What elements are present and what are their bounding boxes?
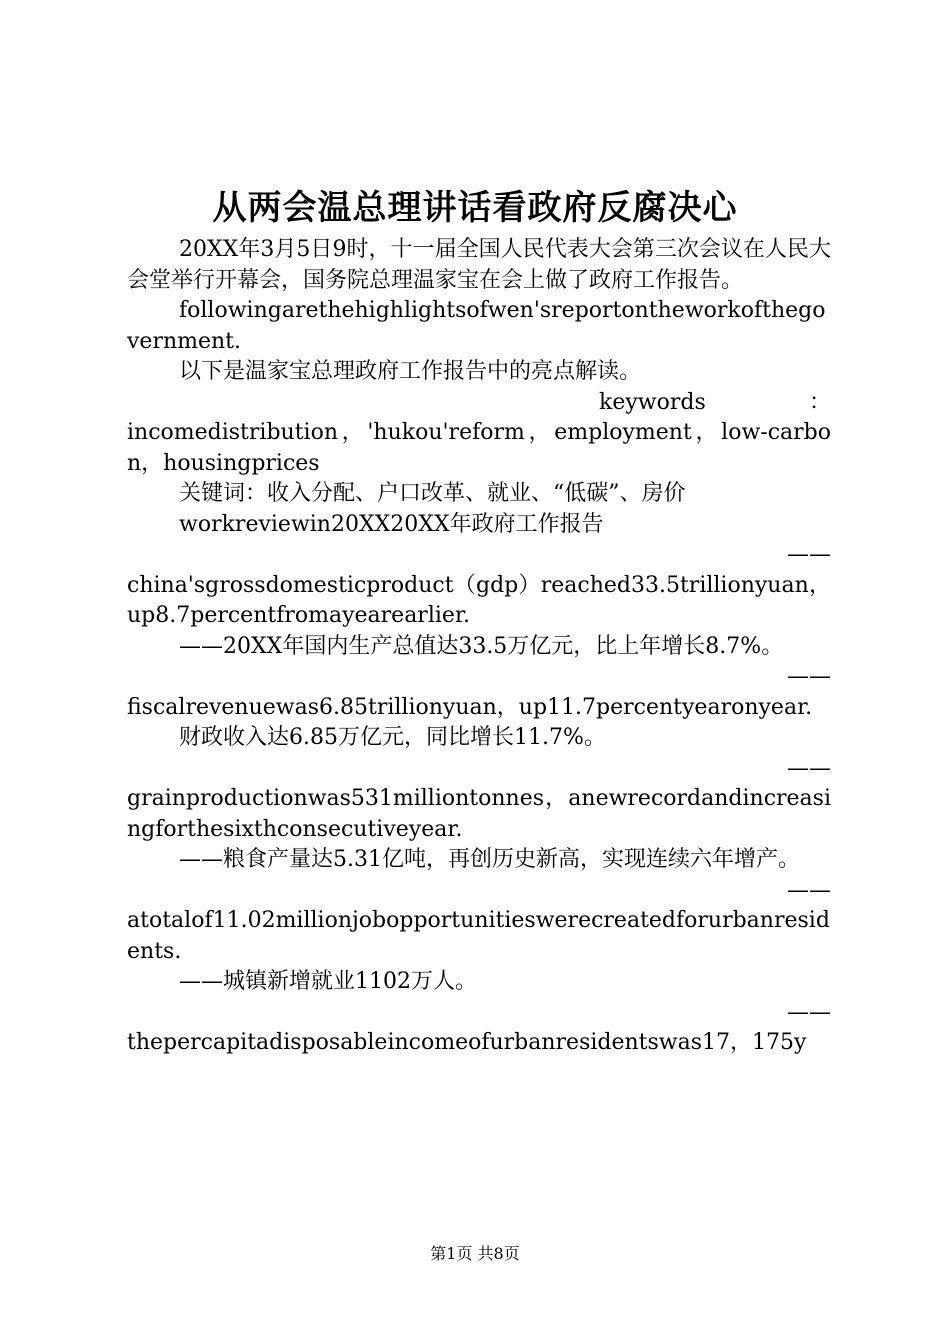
paragraph-highlights-chinese: 以下是温家宝总理政府工作报告中的亮点解读。 [179, 359, 642, 384]
paragraph-grain-chinese: ——粮食产量达5.31亿吨，再创历史新高，实现连续六年增产。 [179, 847, 800, 872]
paragraph-keywords-label: keywords ： [599, 389, 831, 415]
paragraph-jobs-english: atotalof11.02millionjobopportunitieswerecreatedforurbanresidents. [127, 908, 830, 964]
dash-marker: —— [787, 664, 831, 689]
paragraph-work-review: workreviewin20XX20XX年政府工作报告 [179, 511, 604, 537]
paragraph-income-english: thepercapitadisposableincomeofurbanresidentswas17，175y [127, 1030, 807, 1055]
dash-marker: —— [787, 755, 831, 781]
page-number-footer: 第1页 共8页 [430, 1244, 520, 1263]
paragraph-keywords-chinese: 关键词：收入分配、户口改革、就业、“低碳”、房价 [179, 481, 686, 506]
paragraph-jobs-chinese: ——城镇新增就业1102万人。 [179, 969, 477, 994]
paragraph-fiscal-chinese: 财政收入达6.85万亿元，同比增长11.7%。 [179, 725, 606, 750]
document-title: 从两会温总理讲话看政府反腐决心 [212, 188, 738, 228]
paragraph-fiscal-english: fiscalrevenuewas6.85trillionyuan，up11.7percentyearonyear. [127, 694, 813, 720]
dash-marker: —— [787, 877, 831, 903]
document-body [127, 235, 831, 1059]
paragraph-following-english: followingarethehighlightsofwen'sreportontheworkofthegovernment. [127, 298, 826, 354]
dash-marker: —— [787, 999, 831, 1025]
paragraph-gdp-chinese: ——20XX年国内生产总值达33.5万亿元，比上年增长8.7%。 [179, 633, 784, 659]
paragraph-keywords-english: incomedistribution，'hukou'reform，employment，low-carbon，housingprices [127, 420, 831, 476]
dash-marker: —— [787, 542, 831, 567]
paragraph-grain-english: grainproductionwas531milliontonnes，anewrecordandincreasingforthesixthconsecutiveyear. [127, 786, 831, 842]
paragraph-intro: 20XX年3月5日9时，十一届全国人民代表大会第三次会议在人民大会堂举行开幕会，国务院总理温家宝在会上做了政府工作报告。 [127, 237, 831, 293]
paragraph-gdp-english: china'sgrossdomesticproduct（gdp）reached33.5trillionyuan，up8.7percentfromayearearlier. [127, 572, 831, 628]
